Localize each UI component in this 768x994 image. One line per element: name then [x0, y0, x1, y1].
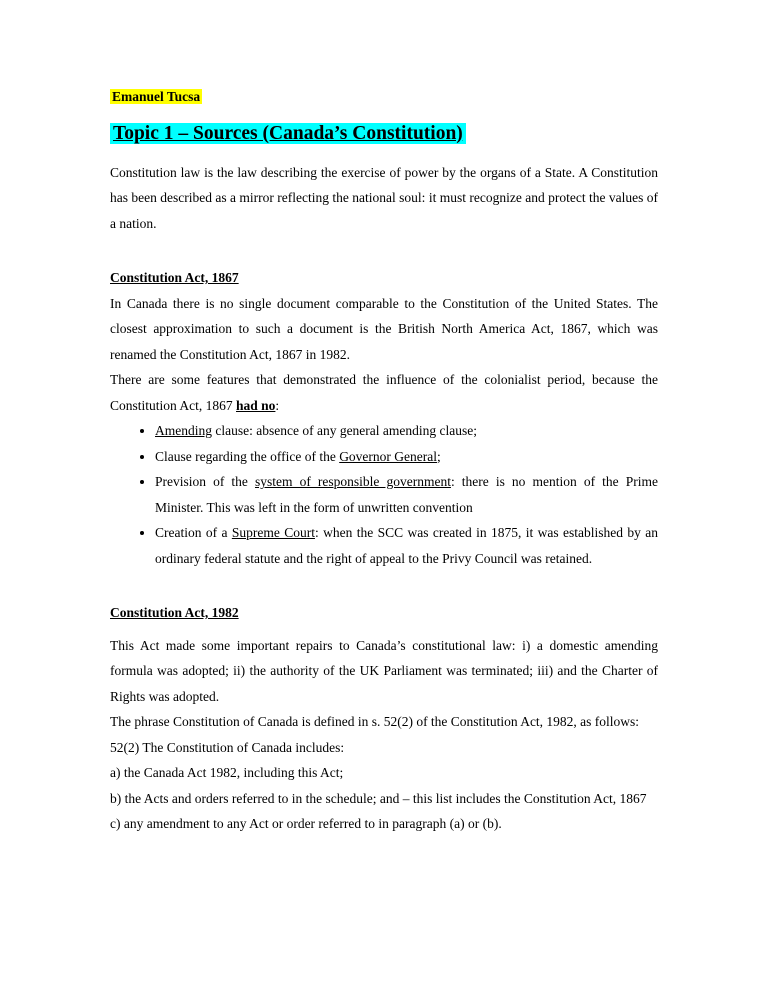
author-line: [110, 84, 658, 110]
list-item-responsible-government: [155, 469, 658, 520]
definition-line-52-2: 52(2) The Constitution of Canada includes:: [110, 739, 345, 755]
bullet-text: Creation of a: [155, 525, 232, 540]
document-title-line: [110, 120, 658, 147]
had-no-emphasis: had no: [236, 397, 276, 413]
paragraph-text: There are some features that demonstrated the influence of the colonialist period, because the Constitution Act, 1867: [110, 372, 658, 413]
had-no-bullet-list: [110, 418, 658, 571]
bullet-text: Prevision of the: [155, 474, 255, 489]
page-title: Topic 1 – Sources (Canada’s Constitution): [110, 123, 466, 144]
bullet-text: : there is no mention of the Prime Minister. This was left in the form of unwritten convention: [155, 474, 658, 515]
list-item-supreme-court: [155, 520, 658, 571]
list-item-governor-general: [155, 444, 658, 470]
bullet-underlined-term: Amending: [155, 423, 212, 438]
list-item-amending-clause: [155, 418, 658, 444]
paragraph-text: :: [275, 397, 280, 413]
section-1982-paragraph-1: This Act made some important repairs to Canada’s constitutional law: i) a domestic amending formula was adopted; ii) the authority of the UK Parliament was terminated; iii) and the Charter of Rights was adopted.: [110, 637, 658, 704]
definition-line-b: b) the Acts and orders referred to in the schedule; and – this list includes the Constitution Act, 1867: [110, 790, 647, 806]
section-1867-paragraph-2: [110, 367, 658, 418]
bullet-text: ;: [437, 448, 441, 464]
intro-paragraph: Constitution law is the law describing the exercise of power by the organs of a State. A Constitution has been described as a mirror reflecting the national soul: it must recognize and protect the values of a nation.: [110, 164, 658, 231]
bullet-underlined-term: Governor General: [339, 448, 438, 464]
bullet-underlined-term: system of responsible government: [254, 474, 451, 489]
bullet-text: Clause regarding the office of the: [155, 448, 340, 464]
author-name: Emanuel Tucsa: [112, 89, 201, 104]
definition-line-a: a) the Canada Act 1982, including this Act;: [110, 765, 344, 780]
section-1982-heading: Constitution Act, 1982: [110, 605, 239, 620]
bullet-underlined-term: Supreme Court: [231, 525, 315, 540]
bullet-text: : when the SCC was created in 1875, it was established by an ordinary federal statute and the right of appeal to the Privy Council was retained.: [155, 525, 658, 566]
section-1867-paragraph-1: In Canada there is no single document comparable to the Constitution of the United States. The closest approximation to such a document is the British North America Act, 1867, which was renamed the Constitution Act, 1867 in 1982.: [110, 295, 658, 362]
section-1867-heading: Constitution Act, 1867: [110, 270, 239, 285]
definition-line-c: c) any amendment to any Act or order referred to in paragraph (a) or (b).: [110, 816, 502, 831]
bullet-text: clause: absence of any general amending clause;: [212, 423, 478, 438]
section-1982-paragraph-2: The phrase Constitution of Canada is defined in s. 52(2) of the Constitution Act, 1982, as follows:: [110, 714, 640, 729]
